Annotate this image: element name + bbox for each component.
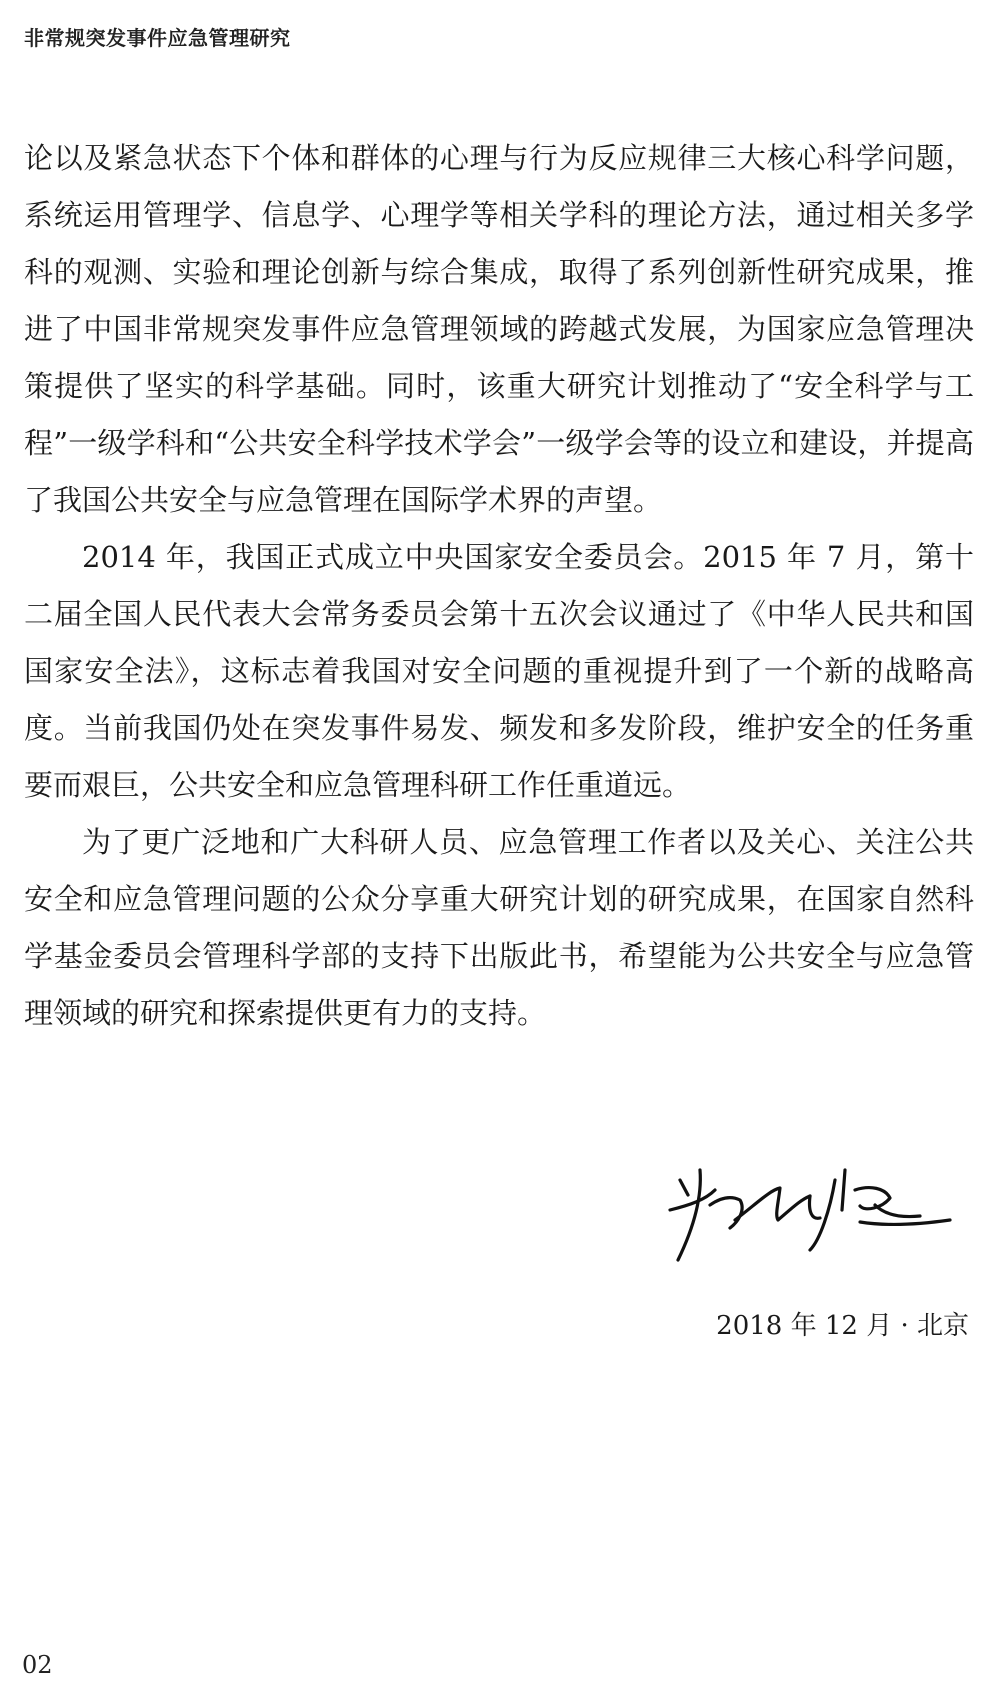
paragraph: 为了更广泛地和广大科研人员、应急管理工作者以及关心、关注公共安全和应急管理问题的公众分享重大研究计划的研究成果，在国家自然科学基金委员会管理科学部的支持下出版此书，希望能为公共安全与应急管理领域的研究和探索提供更有力的支持。 xyxy=(24,825,974,1030)
paragraph: 2014 年，我国正式成立中央国家安全委员会。2015 年 7 月，第十二届全国人民代表大会常务委员会第十五次会议通过了《中华人民共和国国家安全法》，这标志着我国对安全问题的重视提升到了一个新的战略高度。当前我国仍处在突发事件易发、频发和多发阶段，维护安全的任务重要而艰巨，公共安全和应急管理科研工作任重道远。 xyxy=(24,540,974,802)
paragraph: 论以及紧急状态下个体和群体的心理与行为反应规律三大核心科学问题，系统运用管理学、信息学、心理学等相关学科的理论方法，通过相关多学科的观测、实验和理论创新与综合集成，取得了系列创新性研究成果，推进了中国非常规突发事件应急管理领域的跨越式发展，为国家应急管理决策提供了坚实的科学基础。同时，该重大研究计划推动了“安全科学与工程”一级学科和“公共安全科学技术学会”一级学会等的设立和建设，并提高了我国公共安全与应急管理在国际学术界的声望。 xyxy=(24,141,974,517)
handwritten-signature xyxy=(660,1150,960,1270)
body-text xyxy=(24,130,974,1042)
page-number: 02 xyxy=(22,1651,53,1679)
dateline: 2018 年 12 月 · 北京 xyxy=(716,1311,969,1341)
running-head: 非常规突发事件应急管理研究 xyxy=(24,26,291,50)
